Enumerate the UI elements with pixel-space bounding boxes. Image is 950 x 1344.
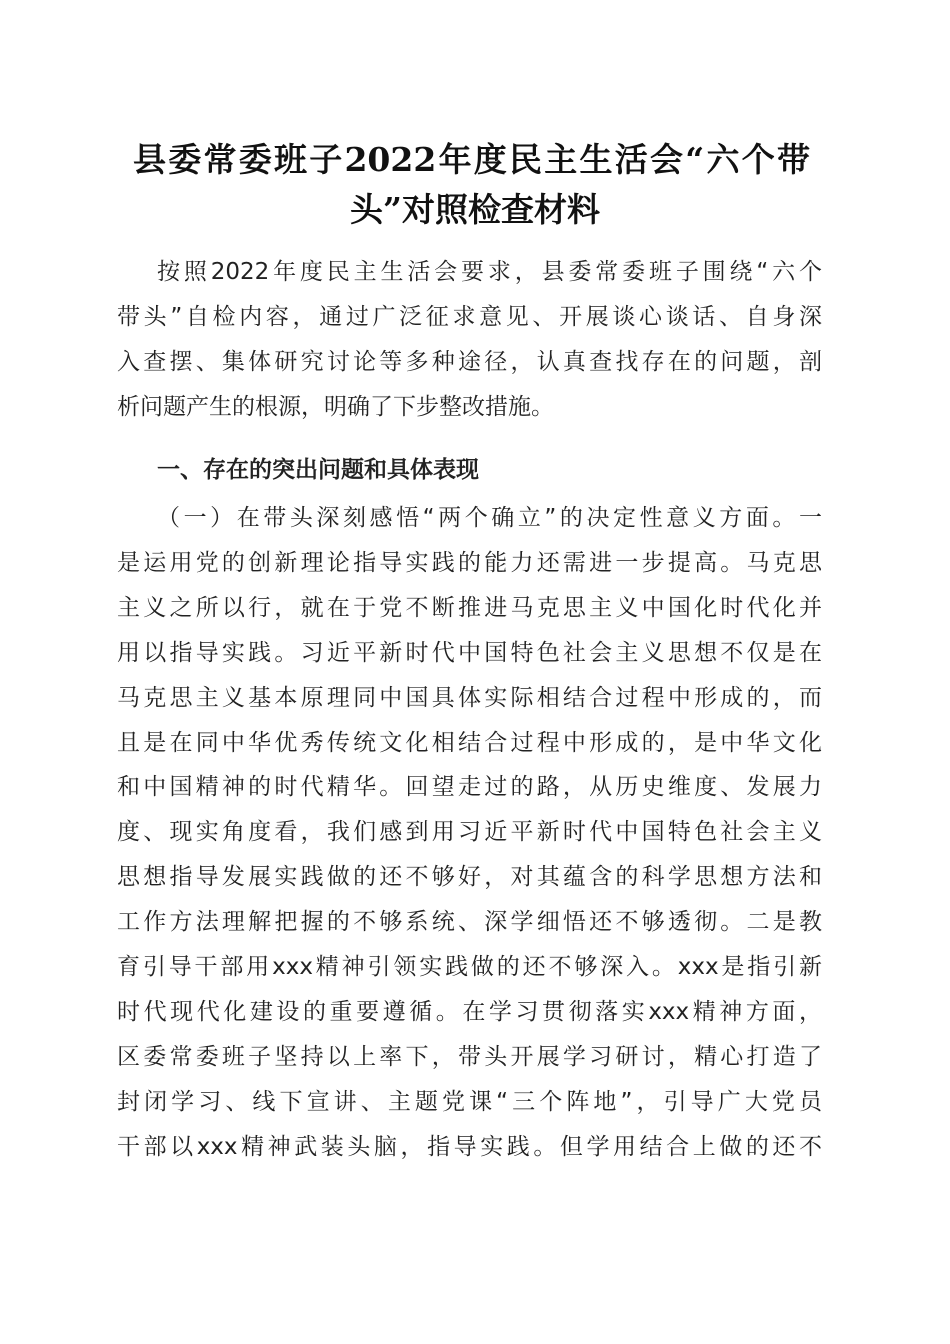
title-line: 头”对照检查材料 [350, 190, 600, 229]
text-line: 主义之所以行，就在于党不断推进马克思主义中国化时代化并 [117, 594, 822, 621]
section-heading: 一、存在的突出问题和具体表现 [157, 457, 479, 483]
text-line: 用以指导实践。习近平新时代中国特色社会主义思想不仅是在 [117, 639, 822, 666]
text-line: 工作方法理解把握的不够系统、深学细悟还不够透彻。二是教 [117, 909, 822, 936]
text-line: 度、现实角度看，我们感到用习近平新时代中国特色社会主义 [117, 819, 822, 846]
text-line: 按照2022年度民主生活会要求，县委常委班子围绕“六个 [157, 259, 822, 285]
text-line: 封闭学习、线下宣讲、主题党课“三个阵地”，引导广大党员 [117, 1088, 822, 1115]
text-line: 和中国精神的时代精华。回望走过的路，从历史维度、发展力 [117, 774, 822, 801]
text-line: 区委常委班子坚持以上率下，带头开展学习研讨，精心打造了 [117, 1043, 822, 1070]
text-line: 马克思主义基本原理同中国具体实际相结合过程中形成的，而 [117, 684, 822, 711]
text-line: 入查摆、集体研究讨论等多种途径，认真查找存在的问题，剖 [117, 349, 822, 375]
text-line: 是运用党的创新理论指导实践的能力还需进一步提高。马克思 [117, 549, 822, 576]
title-line: 县委常委班子2022年度民主生活会“六个带 [133, 140, 810, 179]
text-line: 育引导干部用xxx精神引领实践做的还不够深入。xxx是指引新 [117, 954, 822, 980]
text-line: 且是在同中华优秀传统文化相结合过程中形成的，是中华文化 [117, 729, 822, 756]
text-line: 干部以xxx精神武装头脑，指导实践。但学用结合上做的还不 [117, 1133, 822, 1160]
text-line: 析问题产生的根源，明确了下步整改措施。 [117, 394, 554, 420]
text-line: 思想指导发展实践做的还不够好，对其蕴含的科学思想方法和 [117, 864, 822, 891]
text-line: （一）在带头深刻感悟“两个确立”的决定性意义方面。一 [157, 505, 822, 531]
text-line: 时代现代化建设的重要遵循。在学习贯彻落实xxx精神方面， [117, 998, 822, 1025]
text-line: 带头”自检内容，通过广泛征求意见、开展谈心谈话、自身深 [117, 304, 822, 330]
